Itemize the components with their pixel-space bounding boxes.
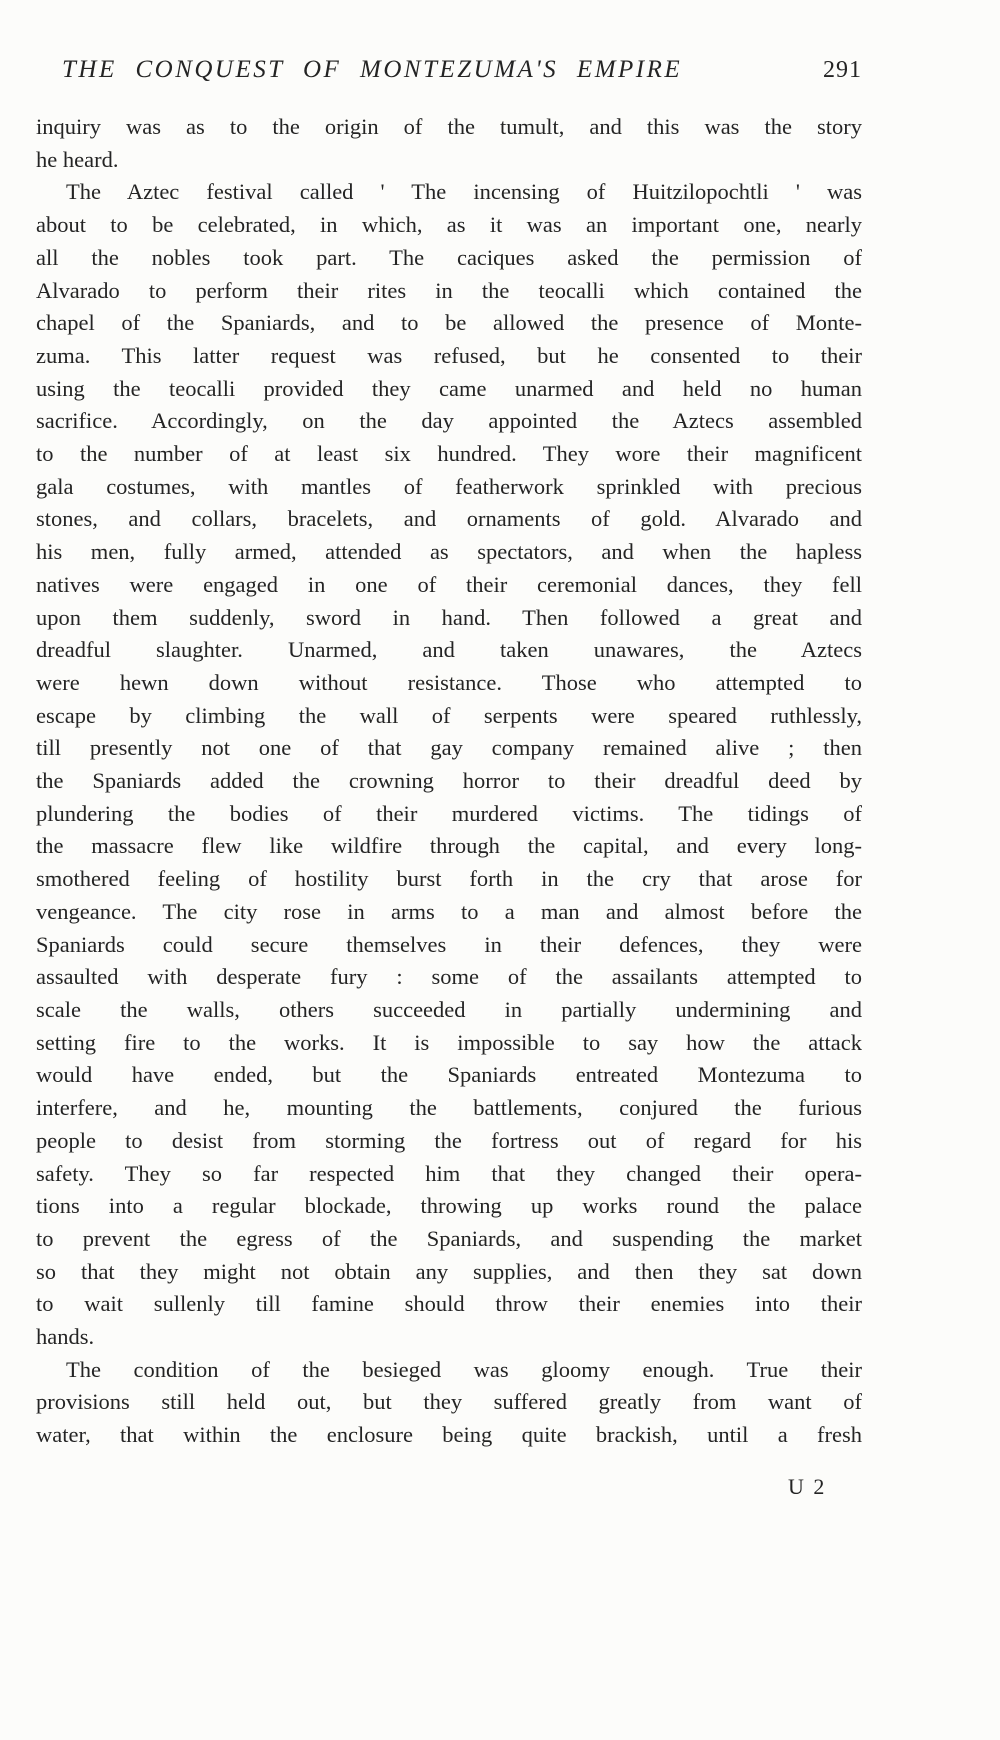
text-line: vengeance. The city rose in arms to a man and almost before the bbox=[36, 898, 862, 924]
text-line: assaulted with desperate fury : some of the assailants attempted to bbox=[36, 964, 862, 990]
text-line: so that they might not obtain any supplies, and then they sat down bbox=[36, 1258, 862, 1284]
text-line: tions into a regular blockade, throwing up works round the palace bbox=[36, 1193, 862, 1219]
paragraph bbox=[36, 1354, 862, 1452]
text-line: to prevent the egress of the Spaniards, and suspending the market bbox=[36, 1225, 862, 1251]
text-line: setting fire to the works. It is impossible to say how the attack bbox=[36, 1029, 862, 1055]
text-line: would have ended, but the Spaniards entreated Montezuma to bbox=[36, 1062, 862, 1088]
text-line: dreadful slaughter. Unarmed, and taken unawares, the Aztecs bbox=[36, 637, 862, 663]
text-line: sacrifice. Accordingly, on the day appointed the Aztecs assembled bbox=[36, 408, 862, 434]
text-line: scale the walls, others succeeded in partially undermining and bbox=[36, 996, 862, 1022]
text-line: escape by climbing the wall of serpents were speared ruthlessly, bbox=[36, 702, 862, 728]
text-line: to wait sullenly till famine should throw their enemies into their bbox=[36, 1291, 862, 1317]
text-line: Alvarado to perform their rites in the teocalli which contained the bbox=[36, 277, 862, 303]
text-line: interfere, and he, mounting the battlements, conjured the furious bbox=[36, 1095, 862, 1121]
text-line: safety. They so far respected him that they changed their opera- bbox=[36, 1160, 862, 1186]
running-head bbox=[36, 56, 862, 84]
text-line: the Spaniards added the crowning horror to their dreadful deed by bbox=[36, 768, 862, 794]
signature-mark: U 2 bbox=[788, 1474, 827, 1499]
text-line: plundering the bodies of their murdered victims. The tidings of bbox=[36, 800, 862, 826]
text-line: he heard. bbox=[36, 146, 119, 172]
text-line: upon them suddenly, sword in hand. Then followed a great and bbox=[36, 604, 862, 630]
page-body bbox=[36, 111, 862, 1452]
text-line: water, that within the enclosure being quite brackish, until a fresh bbox=[36, 1422, 862, 1448]
text-line: chapel of the Spaniards, and to be allowed the presence of Monte- bbox=[36, 310, 862, 336]
text-line: natives were engaged in one of their ceremonial dances, they fell bbox=[36, 571, 862, 597]
text-line: The condition of the besieged was gloomy enough. True their bbox=[66, 1356, 862, 1382]
text-line: stones, and collars, bracelets, and ornaments of gold. Alvarado and bbox=[36, 506, 862, 532]
paragraph bbox=[36, 176, 862, 1353]
text-line: his men, fully armed, attended as spectators, and when the hapless bbox=[36, 539, 862, 565]
paragraph bbox=[36, 111, 862, 176]
text-line: to the number of at least six hundred. They wore their magnificent bbox=[36, 441, 862, 467]
text-line: people to desist from storming the fortress out of regard for his bbox=[36, 1127, 862, 1153]
page-number: 291 bbox=[823, 57, 862, 83]
text-line: all the nobles took part. The caciques asked the permission of bbox=[36, 244, 862, 270]
page-title: THE CONQUEST OF MONTEZUMA'S EMPIRE bbox=[62, 56, 683, 83]
text-line: provisions still held out, but they suffered greatly from want of bbox=[36, 1389, 862, 1415]
text-line: The Aztec festival called ' The incensing of Huitzilopochtli ' was bbox=[66, 179, 862, 205]
text-line: inquiry was as to the origin of the tumult, and this was the story bbox=[36, 114, 862, 139]
text-line: gala costumes, with mantles of featherwork sprinkled with precious bbox=[36, 473, 862, 499]
text-line: were hewn down without resistance. Those who attempted to bbox=[36, 669, 862, 695]
text-line: the massacre flew like wildfire through the capital, and every long- bbox=[36, 833, 862, 859]
text-line: Spaniards could secure themselves in their defences, they were bbox=[36, 931, 862, 957]
text-line: using the teocalli provided they came unarmed and held no human bbox=[36, 375, 862, 401]
text-line: hands. bbox=[36, 1324, 95, 1350]
text-line: till presently not one of that gay company remained alive ; then bbox=[36, 735, 862, 761]
text-line: zuma. This latter request was refused, but he consented to their bbox=[36, 342, 862, 368]
text-line: smothered feeling of hostility burst forth in the cry that arose for bbox=[36, 866, 862, 892]
text-line: about to be celebrated, in which, as it was an important one, nearly bbox=[36, 212, 862, 238]
